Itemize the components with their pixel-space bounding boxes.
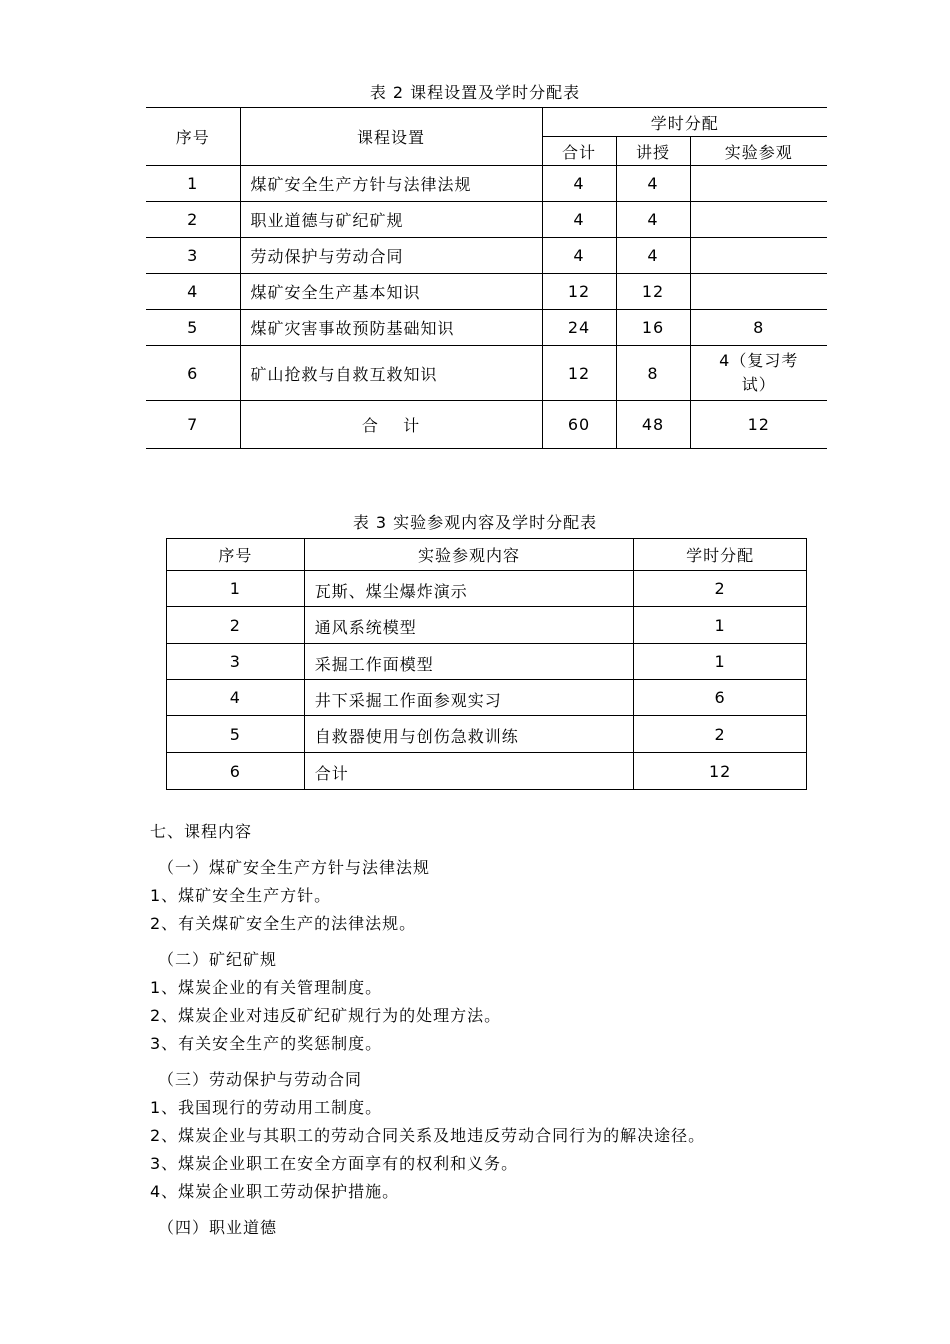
header-lecture: 讲授	[616, 137, 690, 166]
table-row: 4 井下采掘工作面参观实习 6	[167, 680, 807, 716]
table-row: 4 煤矿安全生产基本知识 12 12	[146, 274, 827, 310]
table-row: 1 瓦斯、煤尘爆炸演示 2	[167, 571, 807, 607]
table-row: 2 职业道德与矿纪矿规 4 4	[146, 202, 827, 238]
list-item: 4、煤炭企业职工劳动保护措施。	[150, 1182, 400, 1201]
header-hours: 学时分配	[634, 539, 807, 571]
header-course: 课程设置	[240, 108, 542, 166]
list-item: 1、我国现行的劳动用工制度。	[150, 1098, 383, 1117]
header-content: 实验参观内容	[304, 539, 633, 571]
list-item: 3、煤炭企业职工在安全方面享有的权利和义务。	[150, 1154, 519, 1173]
header-hours: 学时分配	[542, 108, 827, 137]
subsection-title: （一）煤矿安全生产方针与法律法规	[158, 858, 431, 877]
table-row: 1 煤矿安全生产方针与法律法规 4 4	[146, 166, 827, 202]
list-item: 1、煤炭企业的有关管理制度。	[150, 978, 383, 997]
course-hours-table	[146, 107, 827, 449]
subsection-title: （三）劳动保护与劳动合同	[158, 1070, 363, 1089]
subsection-title: （二）矿纪矿规	[158, 950, 278, 969]
table3-caption: 表 3 实验参观内容及学时分配表	[352, 513, 598, 532]
table-row: 3 采掘工作面模型 1	[167, 644, 807, 680]
header-no: 序号	[167, 539, 305, 571]
list-item: 1、煤矿安全生产方针。	[150, 886, 332, 905]
practice-hours-table	[166, 538, 807, 790]
section-heading: 七、课程内容	[150, 822, 253, 841]
header-no: 序号	[146, 108, 240, 166]
list-item: 2、煤炭企业与其职工的劳动合同关系及地违反劳动合同行为的解决途径。	[150, 1126, 706, 1145]
table-row: 6 矿山抢救与自救互救知识 12 8 4（复习考试）	[146, 346, 827, 401]
list-item: 3、有关安全生产的奖惩制度。	[150, 1034, 383, 1053]
table-row: 3 劳动保护与劳动合同 4 4	[146, 238, 827, 274]
header-practice: 实验参观	[690, 137, 827, 166]
subsection-title: （四）职业道德	[158, 1218, 278, 1237]
list-item: 2、煤炭企业对违反矿纪矿规行为的处理方法。	[150, 1006, 502, 1025]
header-total: 合计	[542, 137, 616, 166]
course-content	[150, 818, 910, 1242]
table-row: 2 通风系统模型 1	[167, 607, 807, 644]
table2-caption: 表 2 课程设置及学时分配表	[369, 83, 581, 102]
table-row-total: 7 合 计 60 48 12	[146, 401, 827, 449]
table-row: 5 自救器使用与创伤急救训练 2	[167, 716, 807, 753]
table-row: 5 煤矿灾害事故预防基础知识 24 16 8	[146, 310, 827, 346]
list-item: 2、有关煤矿安全生产的法律法规。	[150, 914, 417, 933]
table-row-total: 6 合计 12	[167, 753, 807, 790]
